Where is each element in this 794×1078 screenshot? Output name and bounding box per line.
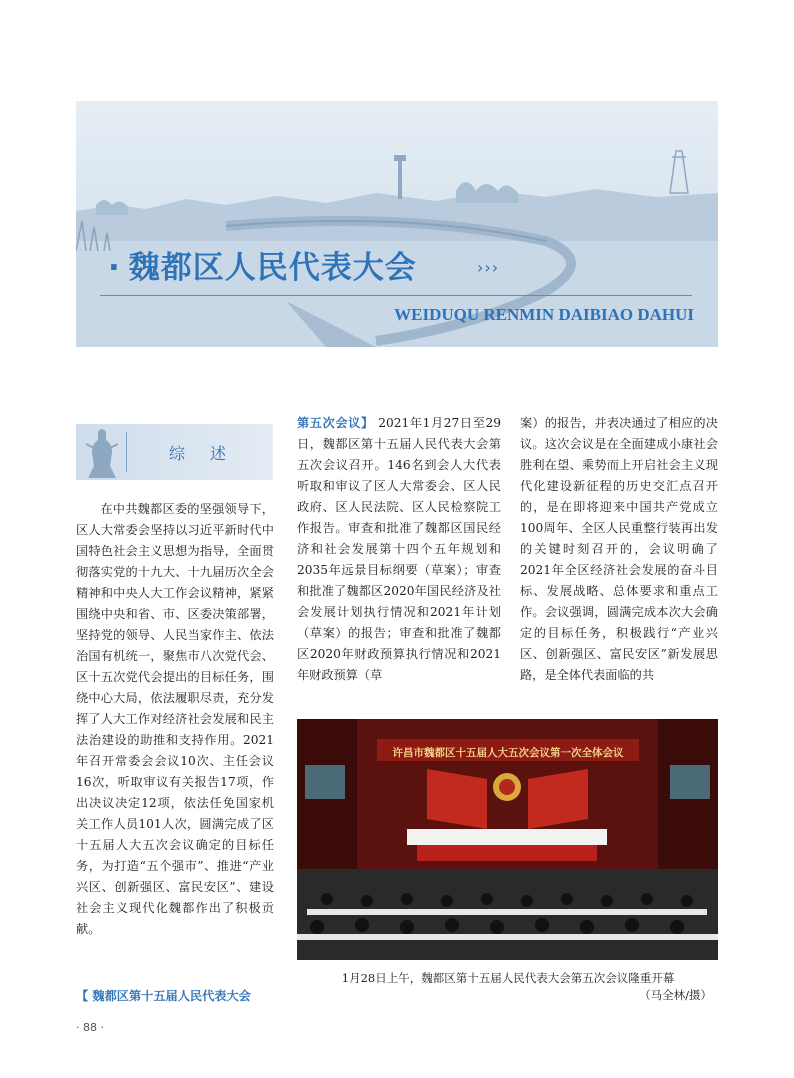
- page-title: [108, 242, 417, 287]
- subsection-heading: 【 魏都区第十五届人民代表大会: [76, 989, 251, 1003]
- article-body-part1: 2021年1月27日至29日，魏都区第十五届人民代表大会第五次会议召开。146名到会人大代表听取和审议了区人大常委会、区人民政府、区人民法院、区人民检察院工作报告。审查和批准了魏都区国民经济和社会发展第十四个五年规划和2035年远景目标纲要（草案）；审查和批准了魏都区2020年国民经济及社会发展计划执行情况和2021年计划（草案）的报告；审查和批准了魏都区2020年财政预算执行情况和2021年财政预算（草: [297, 416, 501, 682]
- section-title: 综 述: [168, 444, 237, 463]
- article-column-3: 案）的报告，并表决通过了相应的决议。这次会议是在全面建成小康社会胜利在望、乘势而上开启社会主义现代化建设新征程的历史交汇点召开的，是在即将迎来中国共产党成立100周年、全区人民重整行装再出发的关键时刻召开的，会议明确了2021年全区经济社会发展的奋斗目标、发展战略、总体要求和重点工作。会议强调，圆满完成本次大会确定的目标任务，积极践行“产业兴区、创新强区、富民安区”新发展思路，是全体代表面临的共: [520, 416, 718, 682]
- overview-paragraph: 在中共魏都区委的坚强领导下，区人大常委会坚持以习近平新时代中国特色社会主义思想为指导，全面贯彻落实党的十九大、十九届历次全会精神和中央人大工作会议精神，紧紧围绕中央和省、市、区委决策部署，坚持党的领导、人民当家作主、依法治国有机统一，聚焦市八次党代会、区十五次党代会提出的目标任务，围绕中心大局，依法履职尽责，充分发挥了人大工作对经济社会发展和民主法治建设的助推和支持作用。2021年召开常委会会议10次、主任会议16次，听取审议有关报告17项，作出决议决定12项，依法任免国家机关工作人员101人次，圆满完成了区十五届人大五次会议确定的目标任务，为打造“五个强市”、推进“产业兴区、创新强区、富民安区”、建设社会主义现代化魏都作出了积极贡献。: [76, 502, 274, 936]
- page-title-text: 魏都区人民代表大会: [128, 250, 417, 286]
- conference-photo: [297, 719, 718, 960]
- section-header: [76, 424, 273, 480]
- statue-icon: [82, 424, 122, 480]
- title-divider: [100, 295, 692, 296]
- photo-banner-text: 许昌市魏都区十五届人大五次会议第一次全体会议: [392, 747, 624, 759]
- article-heading: 第五次会议】: [297, 416, 374, 430]
- photo-caption-line1: 1月28日上午，魏都区第十五届人民代表大会第五次会议隆重开幕: [341, 971, 675, 985]
- article-column-2: [297, 413, 501, 686]
- header-divider: [126, 432, 127, 472]
- photo-caption: [300, 970, 716, 1004]
- page-number: · 88 ·: [76, 1021, 104, 1034]
- page-title-english: WEIDUQU RENMIN DAIBIAO DAHUI: [394, 305, 694, 324]
- photo-credit: （马全林/摄）: [639, 988, 712, 1002]
- title-dot: ·: [108, 250, 121, 286]
- chevron-right-icon: ›››: [477, 258, 500, 277]
